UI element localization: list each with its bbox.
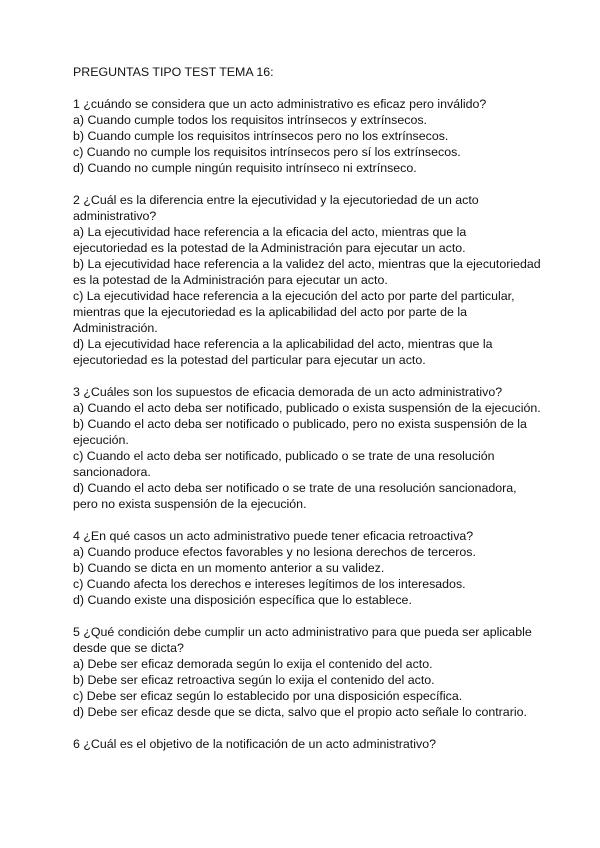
- answer-option-d: d) Cuando no cumple ningún requisito intrínseco ni extrínseco.: [73, 161, 417, 175]
- document-page: [73, 64, 543, 768]
- answer-option-b: b) Debe ser eficaz retroactiva según lo exija el contenido del acto.: [73, 673, 435, 687]
- question-text: 6 ¿Cuál es el objetivo de la notificación de un acto administrativo?: [73, 737, 436, 751]
- answer-option-a: a) Debe ser eficaz demorada según lo exija el contenido del acto.: [73, 657, 433, 671]
- question-text: 3 ¿Cuáles son los supuestos de eficacia demorada de un acto administrativo?: [73, 385, 503, 399]
- answer-option-d: d) Cuando existe una disposición específica que lo establece.: [73, 593, 412, 607]
- answer-option-c: c) Cuando afecta los derechos e intereses legítimos de los interesados.: [73, 577, 466, 591]
- answer-option-c: c) Debe ser eficaz según lo establecido por una disposición específica.: [73, 689, 463, 703]
- answer-option-b: b) La ejecutividad hace referencia a la validez del acto, mientras que la ejecutoriedad es la potestad de la Administración para ejecutar un acto.: [73, 257, 541, 287]
- answer-option-c: c) Cuando el acto deba ser notificado, publicado o se trate de una resolución sancionadora.: [73, 449, 495, 479]
- answer-option-d: d) Cuando el acto deba ser notificado o se trate de una resolución sancionadora, pero no exista suspensión de la ejecución.: [73, 481, 517, 511]
- question-2: [73, 192, 543, 368]
- question-text: 5 ¿Qué condición debe cumplir un acto administrativo para que pueda ser aplicable desde que se dicta?: [73, 625, 532, 655]
- answer-option-b: b) Cuando se dicta en un momento anterior a su validez.: [73, 561, 385, 575]
- question-6: [73, 736, 543, 752]
- question-text: 2 ¿Cuál es la diferencia entre la ejecutividad y la ejecutoriedad de un acto administrativo?: [73, 193, 479, 223]
- question-text: 1 ¿cuándo se considera que un acto administrativo es eficaz pero inválido?: [73, 97, 487, 111]
- answer-option-a: a) Cuando produce efectos favorables y no lesiona derechos de terceros.: [73, 545, 476, 559]
- answer-option-c: c) La ejecutividad hace referencia a la ejecución del acto por parte del particular, mientras que la ejecutoriedad es la aplicabilidad del acto por parte de la Administración.: [73, 289, 515, 335]
- question-1: [73, 96, 543, 176]
- answer-option-b: b) Cuando el acto deba ser notificado o publicado, pero no exista suspensión de la ejecución.: [73, 417, 527, 447]
- answer-option-a: a) Cuando el acto deba ser notificado, publicado o exista suspensión de la ejecución.: [73, 401, 541, 415]
- question-text: 4 ¿En qué casos un acto administrativo puede tener eficacia retroactiva?: [73, 529, 474, 543]
- question-3: [73, 384, 543, 512]
- answer-option-d: d) Debe ser eficaz desde que se dicta, salvo que el propio acto señale lo contrario.: [73, 705, 527, 719]
- question-4: [73, 528, 543, 608]
- answer-option-d: d) La ejecutividad hace referencia a la aplicabilidad del acto, mientras que la ejecutoriedad es la potestad del particular para ejecutar un acto.: [73, 337, 493, 367]
- answer-option-b: b) Cuando cumple los requisitos intrínsecos pero no los extrínsecos.: [73, 129, 449, 143]
- answer-option-a: a) Cuando cumple todos los requisitos intrínsecos y extrínsecos.: [73, 113, 427, 127]
- question-5: [73, 624, 543, 720]
- document-title: PREGUNTAS TIPO TEST TEMA 16:: [73, 65, 274, 79]
- answer-option-c: c) Cuando no cumple los requisitos intrínsecos pero sí los extrínsecos.: [73, 145, 461, 159]
- answer-option-a: a) La ejecutividad hace referencia a la eficacia del acto, mientras que la ejecutoriedad es la potestad de la Administración para ejecutar un acto.: [73, 225, 467, 255]
